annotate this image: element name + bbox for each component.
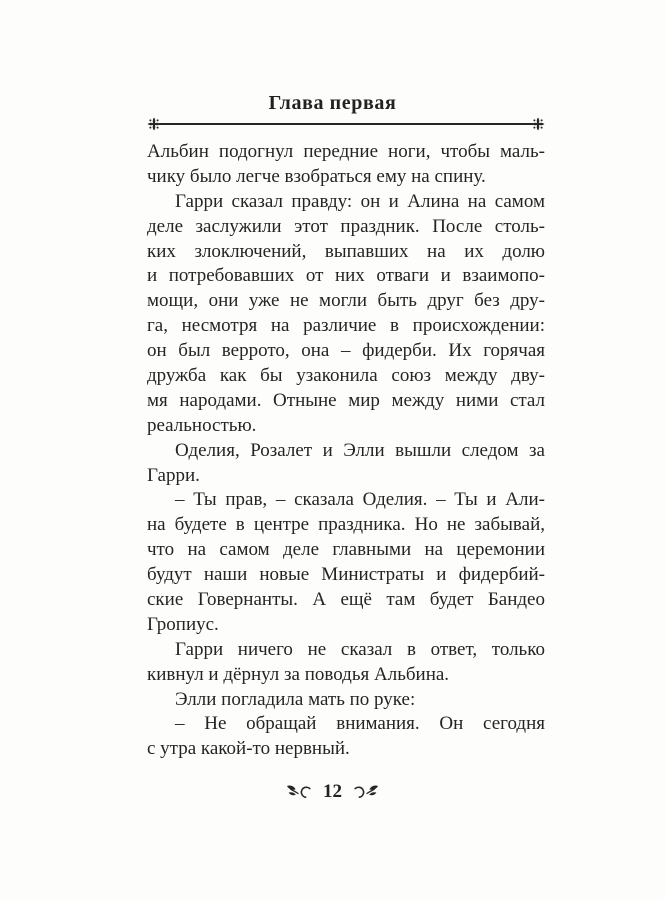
flourish-icon [353, 784, 379, 800]
text-line: будут наши новые Министраты и фидербий- [147, 564, 545, 586]
text-line: кивнул и дёрнул за поводья Альбина. [147, 663, 450, 685]
text-line: – Ты прав, – сказала Оделия. – Ты и Али- [175, 489, 545, 511]
text-line: ких злоключений, выпавших на их долю [147, 240, 545, 262]
text-line: Оделия, Розалет и Элли вышли следом за [175, 439, 545, 461]
text-line: с утра какой-то нервный. [147, 738, 350, 760]
text-line: га, несмотря на различие в происхождении: [147, 315, 545, 337]
header-rule-line [159, 123, 533, 125]
rosette-icon [531, 117, 545, 131]
text-line: Гарри сказал правду: он и Алина на самом [175, 190, 545, 212]
text-line: Элли погладила мать по руке: [175, 688, 416, 710]
text-line: что на самом деле главными на церемонии [147, 539, 545, 561]
text-line: деле заслужили этот праздник. После столь- [147, 215, 545, 237]
flourish-icon [286, 784, 312, 800]
text-line: Гарри. [147, 464, 200, 486]
page-footer [0, 781, 665, 803]
page-number: 12 [323, 781, 342, 802]
text-line: на будете в центре праздника. Но не забывай, [147, 514, 545, 536]
text-line: реальностью. [147, 414, 257, 436]
text-line: мощи, они уже не могли быть друг без дру- [147, 290, 545, 312]
text-line: дружба как бы узаконила союз между дву- [147, 365, 545, 387]
body-text [147, 140, 545, 762]
chapter-title: Глава первая [268, 92, 397, 114]
text-line: и потребовавших от них отваги и взаимопо- [147, 265, 545, 287]
text-line: чику было легче взобраться ему на спину. [147, 165, 486, 187]
text-line: он был веррото, она – фидерби. Их горячая [147, 340, 545, 362]
text-line: Гарри ничего не сказал в ответ, только [175, 638, 545, 660]
text-line: Альбин подогнул передние ноги, чтобы маль- [147, 141, 545, 162]
text-line: – Не обращай внимания. Он сегодня [175, 713, 545, 735]
text-line: мя народами. Отныне мир между ними стал [147, 389, 545, 411]
header-rule [147, 116, 545, 131]
rosette-icon [147, 117, 161, 131]
text-line: Гропиус. [147, 613, 219, 635]
text-line: ские Говернанты. А ещё там будет Бандео [147, 589, 545, 611]
